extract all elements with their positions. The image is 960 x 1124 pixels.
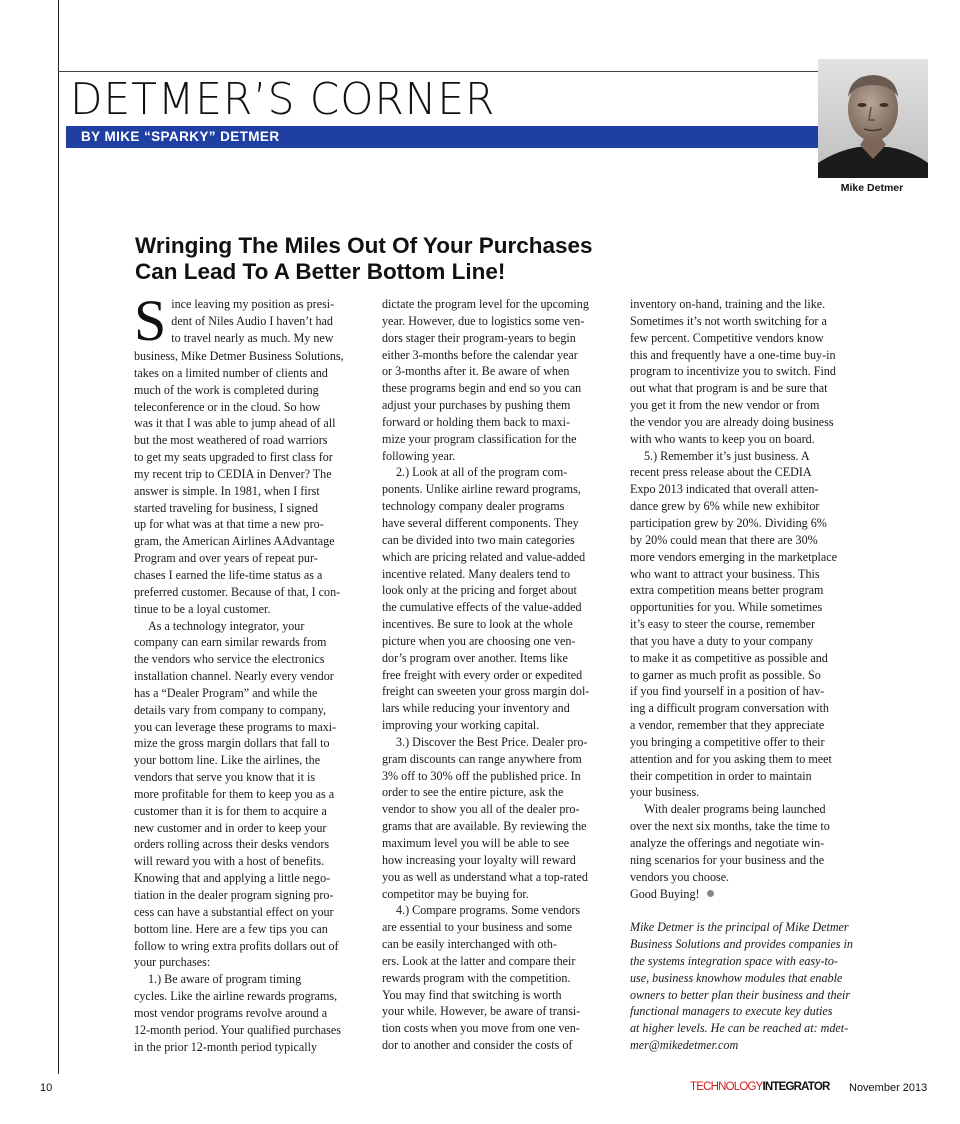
body-line: 4.) Compare programs. Some vendors	[396, 903, 581, 918]
body-line: competitor may be buying for.	[382, 886, 529, 901]
body-line: can be easily interchanged with oth-	[382, 937, 557, 952]
body-line: grams that are available. By reviewing the	[382, 819, 587, 834]
body-line: inventory on-hand, training and the like.	[630, 297, 826, 311]
body-line: technology company dealer programs	[382, 499, 565, 514]
header-rule	[58, 71, 818, 72]
body-line: following year.	[382, 448, 456, 463]
logo-part-integrator: INTEGRATOR	[762, 1081, 830, 1093]
author-photo	[818, 59, 928, 178]
body-line: a vendor, remember that they appreciate	[630, 718, 825, 733]
body-line: Expo 2013 indicated that overall atten-	[630, 482, 819, 497]
body-line: forward or holding them back to maxi-	[382, 414, 571, 429]
body-line: vendors you choose.	[630, 869, 730, 884]
body-line: these programs begin and end so you can	[382, 381, 582, 396]
body-line: more profitable for them to keep you as a	[134, 786, 335, 801]
body-line: 2.) Look at all of the program com-	[396, 465, 568, 480]
body-line: most vendor programs revolve around a	[134, 1005, 328, 1020]
body-line: you get it from the new vendor or from	[630, 398, 820, 413]
bio-line: functional managers to execute key duties	[630, 1004, 833, 1019]
body-line: my recent trip to CEDIA in Denver? The	[134, 466, 332, 481]
body-line: rewards program with the competition.	[382, 970, 571, 985]
body-line: it’s easy to steer the course, remember	[630, 617, 816, 632]
body-line: more vendors emerging in the marketplace	[630, 549, 837, 564]
body-line: you can leverage these programs to maxi-	[134, 719, 337, 734]
bio-line: Mike Detmer is the principal of Mike Detmer	[630, 920, 849, 935]
body-line: incentive related. Many dealers tend to	[382, 566, 571, 581]
bio-line: mer@mikedetmer.com	[630, 1038, 739, 1053]
body-line: but the most weathered of road warriors	[134, 433, 328, 448]
body-line: vendors that serve you know that it is	[134, 770, 316, 785]
body-line: free freight with every order or expedited	[382, 667, 583, 682]
body-line: order to see the entire picture, ask the	[382, 785, 564, 800]
body-line: you as well as understand what a top-rated	[382, 869, 588, 884]
body-line: was it that I was able to jump ahead of all	[134, 416, 336, 431]
drop-cap: S	[134, 288, 167, 353]
body-line: lars while reducing your inventory and	[382, 701, 570, 716]
body-line: or 3-months after it. Be aware of when	[382, 364, 570, 379]
body-line: how increasing your loyalty will reward	[382, 852, 576, 867]
article-column-1	[134, 288, 359, 1055]
article-column-2	[382, 296, 610, 1054]
headline-line-2: Can Lead To A Better Bottom Line!	[135, 259, 506, 284]
body-line: out what that program is and be sure that	[630, 381, 828, 396]
body-line: recent press release about the CEDIA	[630, 465, 812, 480]
body-line: up for what was at that time a new pro-	[134, 517, 324, 532]
column-title: DETMER’S CORNER	[70, 74, 496, 125]
bio-line: the systems integration space with easy-to-	[630, 953, 838, 968]
article-column-3	[630, 296, 862, 1054]
body-line: dor’s program over another. Items like	[382, 650, 568, 665]
body-line: ponents. Unlike airline reward programs,	[382, 482, 581, 497]
body-line: mize the gross margin dollars that fall to	[134, 736, 330, 751]
body-line: analyze the offerings and negotiate win-	[630, 836, 825, 850]
body-line: ince leaving my position as presi-	[171, 297, 335, 311]
body-line: by 20% could mean that there are 30%	[630, 532, 818, 547]
bio-line: owners to better plan their business and their	[630, 987, 851, 1002]
end-of-article-bullet-icon	[707, 890, 714, 897]
body-line: the vendor you are already doing business	[630, 414, 834, 429]
bio-line: use, business knowhow modules that enable	[630, 970, 843, 985]
body-line: cycles. Like the airline rewards programs,	[134, 989, 338, 1004]
issue-date: November 2013	[849, 1082, 928, 1094]
body-line: the cumulative effects of the value-added	[382, 600, 582, 615]
body-line: 1.) Be aware of program timing	[148, 972, 302, 987]
body-line: dor to another and consider the costs of	[382, 1038, 573, 1053]
body-line: As a technology integrator, your	[148, 618, 305, 633]
body-line: Program and over years of repeat pur-	[134, 551, 318, 566]
body-line: mize your program classification for the	[382, 431, 577, 446]
body-line: takes on a limited number of clients and	[134, 365, 328, 380]
body-line: tinue to be a loyal customer.	[134, 601, 271, 616]
page-number: 10	[40, 1082, 53, 1094]
headline-line-1: Wringing The Miles Out Of Your Purchases	[135, 233, 593, 258]
body-line: follow to wring extra profits dollars out of	[134, 938, 339, 953]
body-line: have several different components. They	[382, 515, 579, 530]
body-line: who want to attract your business. This	[630, 566, 820, 581]
body-line: ing a difficult program conversation with	[630, 701, 829, 716]
body-line: company can earn similar rewards from	[134, 635, 327, 650]
body-line: tion costs when you move from one ven-	[382, 1021, 580, 1036]
magazine-logo	[690, 1081, 829, 1093]
body-line: the vendors who service the electronics	[134, 652, 325, 667]
spacer	[630, 902, 862, 919]
body-line: customer than it is for them to acquire a	[134, 803, 327, 818]
body-line: dance grew by 6% while new exhibitor	[630, 499, 820, 514]
byline: BY MIKE “SPARKY” DETMER	[81, 129, 280, 144]
closing-text: Good Buying!	[630, 886, 700, 901]
body-line: picture when you are choosing one ven-	[382, 633, 576, 648]
body-line: participation grew by 20%. Dividing 6%	[630, 515, 827, 530]
author-portrait-image	[818, 59, 928, 178]
body-line: your while. However, be aware of transi-	[382, 1004, 581, 1019]
body-line: are essential to your business and some	[382, 920, 573, 935]
body-line: details vary from company to company,	[134, 702, 326, 717]
body-line: to get my seats upgraded to first class for	[134, 450, 333, 465]
body-line: you bringing a competitive offer to their	[630, 734, 825, 749]
left-margin-rule	[58, 0, 59, 1074]
body-line: bottom line. Here are a few tips you can	[134, 921, 328, 936]
body-line: much of the work is completed during	[134, 382, 319, 397]
body-line: ning scenarios for your business and the	[630, 852, 825, 867]
body-line: cess can have a substantial effect on your	[134, 904, 334, 919]
body-line: that you have a duty to your company	[630, 633, 814, 648]
article-headline	[135, 233, 835, 285]
body-line: dent of Niles Audio I haven’t had	[171, 313, 333, 328]
body-line: with who wants to keep you on board.	[630, 431, 815, 446]
body-line: to garner as much profit as possible. So	[630, 667, 821, 682]
body-line: teleconference or in the cloud. So how	[134, 399, 321, 414]
body-line: With dealer programs being launched	[644, 802, 826, 817]
body-line: your business.	[630, 785, 700, 800]
body-line: Knowing that and applying a little nego-	[134, 871, 331, 886]
body-line: dors stager their program-years to begin	[382, 330, 576, 345]
body-line: which are pricing related and value-added	[382, 549, 586, 564]
body-line: orders rolling across their desks vendors	[134, 837, 330, 852]
body-line: either 3-months before the calendar year	[382, 347, 578, 362]
body-line: new customer and in order to keep your	[134, 820, 327, 835]
body-line: tiation in the dealer program signing pro-	[134, 888, 334, 902]
body-line: preferred customer. Because of that, I con-	[134, 584, 341, 599]
logo-part-technology: TECHNOLOGY	[690, 1081, 763, 1093]
body-line: your bottom line. Like the airlines, the	[134, 753, 321, 768]
body-line: has a “Dealer Program” and while the	[134, 685, 318, 700]
body-line: 12-month period. Your qualified purchases	[134, 1022, 341, 1037]
body-line: chases I earned the life-time status as a	[134, 567, 323, 582]
body-line: program to incentivize you to switch. Find	[630, 364, 836, 379]
body-line: You may find that switching is worth	[382, 987, 562, 1002]
body-line: to travel nearly as much. My new	[171, 330, 334, 345]
body-line: installation channel. Nearly every vendor	[134, 669, 334, 684]
body-line: gram discounts can range anywhere from	[382, 751, 582, 766]
body-line: ers. Look at the latter and compare their	[382, 953, 576, 968]
body-line: their competition in order to maintain	[630, 768, 812, 783]
body-line: year. However, due to logistics some ven-	[382, 313, 585, 328]
closing-line	[630, 886, 862, 903]
body-line: look only at the pricing and forget about	[382, 583, 577, 598]
body-line: if you find yourself in a position of hav-	[630, 684, 825, 699]
body-line: in the prior 12-month period typically	[134, 1039, 318, 1054]
body-line: Sometimes it’s not worth switching for a	[630, 313, 827, 328]
body-line: improving your working capital.	[382, 718, 540, 733]
body-line: 5.) Remember it’s just business. A	[644, 448, 810, 463]
photo-caption: Mike Detmer	[840, 182, 904, 194]
body-line: 3.) Discover the Best Price. Dealer pro-	[396, 734, 588, 749]
body-line: answer is simple. In 1981, when I first	[134, 483, 320, 498]
body-line: incentives. Be sure to look at the whole	[382, 617, 573, 632]
body-line: business, Mike Detmer Business Solutions,	[134, 349, 344, 363]
body-line: extra competition means better program	[630, 583, 824, 598]
body-line: opportunities for you. While sometimes	[630, 600, 823, 615]
body-line: can be divided into two main categories	[382, 532, 575, 547]
body-line: your purchases:	[134, 955, 211, 970]
body-line: vendor to show you all of the dealer pro-	[382, 802, 580, 817]
body-line: to make it as competitive as possible and	[630, 650, 828, 665]
body-line: 3% off to 30% off the published price. In	[382, 768, 581, 783]
body-line: dictate the program level for the upcoming	[382, 297, 589, 311]
bio-line: at higher levels. He can be reached at: mdet-	[630, 1021, 849, 1036]
body-line: started traveling for business, I signed	[134, 500, 319, 515]
body-line: freight can sweeten your gross margin dol-	[382, 684, 590, 699]
body-line: few percent. Competitive vendors know	[630, 330, 824, 345]
body-line: attention and for you asking them to meet	[630, 751, 832, 766]
body-line: this and frequently have a one-time buy-in	[630, 347, 836, 362]
bio-line: Business Solutions and provides companies in	[630, 937, 853, 952]
body-line: maximum level you will be able to see	[382, 836, 570, 850]
body-line: adjust your purchases by pushing them	[382, 398, 571, 413]
body-line: gram, the American Airlines AAdvantage	[134, 534, 335, 549]
body-line: will reward you with a host of benefits.	[134, 854, 325, 869]
author-bio	[630, 919, 862, 1054]
body-line: over the next six months, take the time to	[630, 819, 830, 834]
